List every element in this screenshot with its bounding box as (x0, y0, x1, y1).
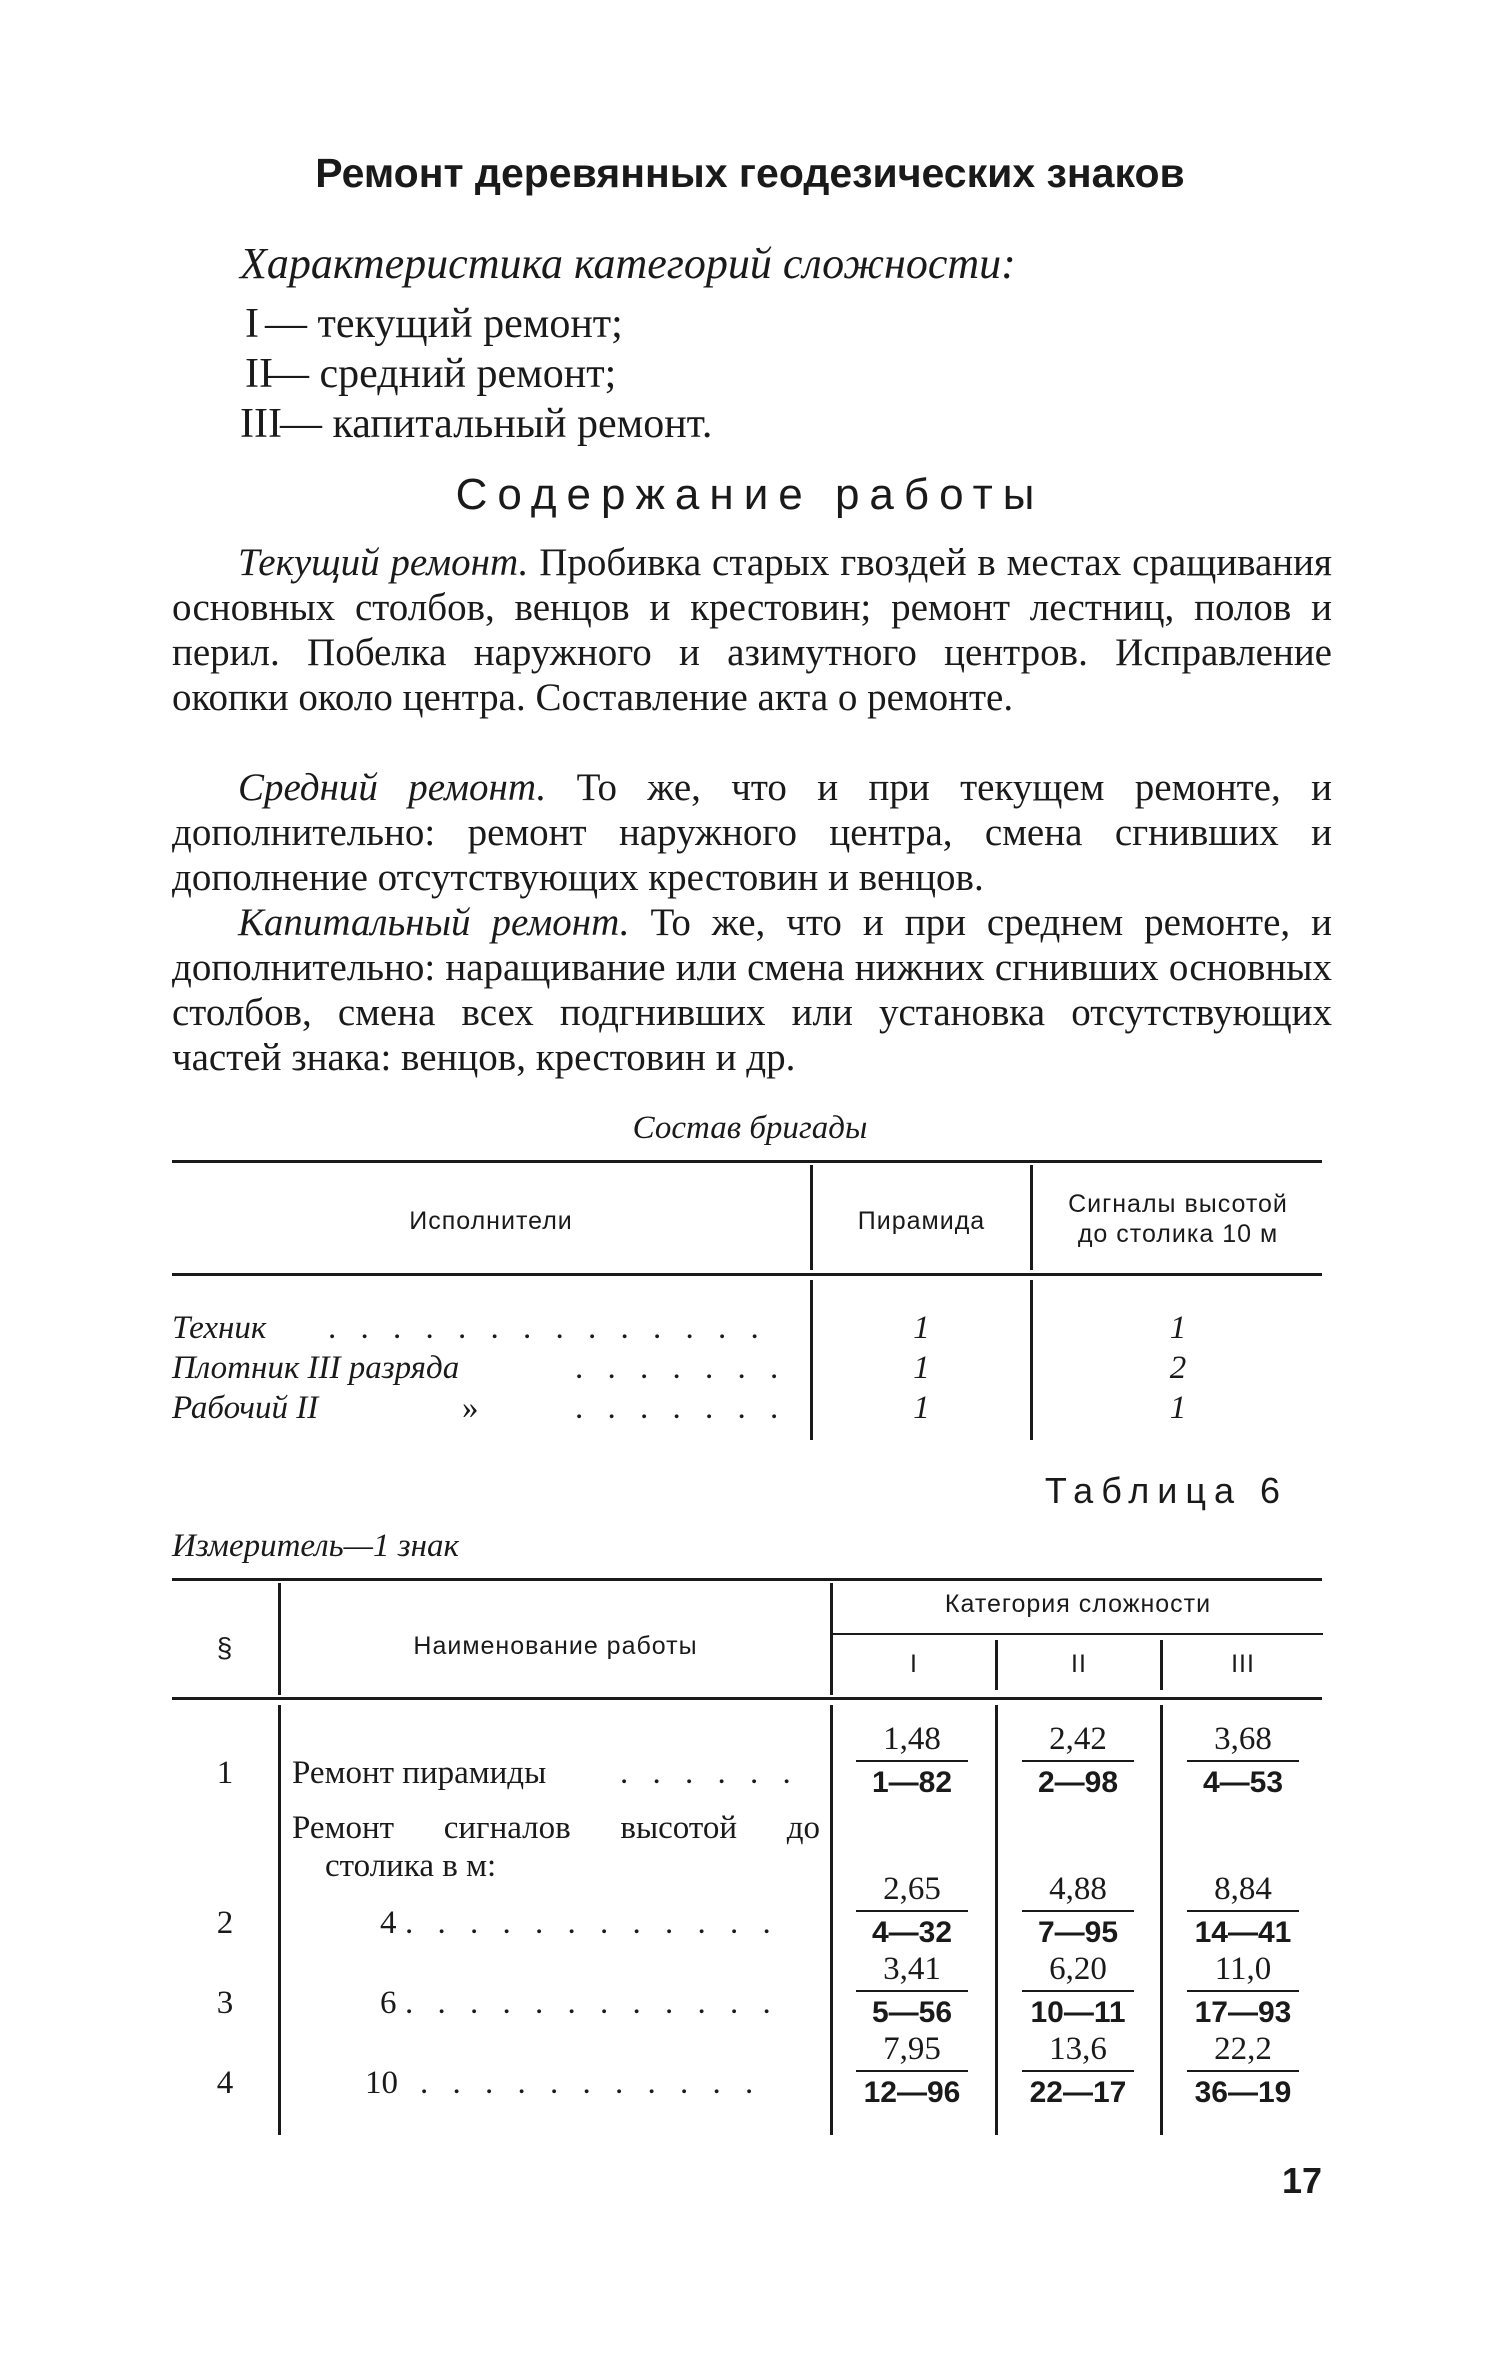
paragraph-text: Пробивка старых гвоздей в местах сращивания основных столбов, венцов и крестовин; ремонт лестниц, полов и перил. Побелка наружного и азимутного центров. Исправление окопки около центра. Составление акта о ремонте. (172, 541, 1332, 719)
leader-dots: . . . . . . . . . . . . (405, 1905, 779, 1941)
table6-header-name: Наименование работы (413, 1632, 698, 1660)
paragraph-lead: Средний ремонт. (238, 766, 547, 809)
table6-value: 3,41 5—56 (852, 1950, 972, 2032)
table6-value: 11,0 17—93 (1183, 1950, 1303, 2032)
crew-header-pyramid: Пирамида (857, 1207, 986, 1235)
table6-value: 8,84 14—41 (1183, 1870, 1303, 1952)
category-roman: II (245, 351, 273, 397)
crew-row-name: Рабочий II (172, 1390, 319, 1426)
table6-row-num: 3 (216, 1985, 234, 2021)
table6-row-num: 4 (216, 2065, 234, 2101)
category-text: — капитальный ремонт. (280, 401, 713, 447)
paragraph-lead: Капитальный ремонт. (238, 901, 630, 944)
crew-cell-pyramid: 1 (913, 1310, 930, 1346)
category-item (245, 300, 623, 348)
table6-header-cat-1: I (910, 1650, 918, 1678)
crew-cell-signals: 2 (1169, 1350, 1187, 1386)
category-text: — текущий ремонт; (265, 301, 623, 347)
paragraph-text: То же, что и при среднем ремонте, и дополнительно: наращивание или смена нижних сгнивших основных столбов, смена всех подгнивших или установка отсутствующих частей знака: венцов, крестовин и др. (172, 901, 1332, 1079)
category-roman: III (240, 401, 282, 447)
page-number: 17 (1281, 2160, 1322, 2201)
crew-cell-signals: 1 (1169, 1310, 1187, 1346)
crew-row-name: Техник (172, 1310, 267, 1346)
leader-dots: . . . . . . . (575, 1390, 787, 1426)
crew-row-name: Плотник III разряда (172, 1350, 460, 1386)
page-title: Ремонт деревянных геодезических знаков (315, 150, 1185, 196)
table6-header-rule (172, 1697, 1322, 1700)
table6-section-label-2: столика в м: (325, 1848, 497, 1884)
table6-header-cat-2: II (1071, 1650, 1087, 1678)
paragraph-current-repair (172, 540, 1332, 720)
leader-dots: . . . . . . . . . . . . . . (328, 1310, 767, 1346)
crew-header-signals-2: до столика 10 м (1077, 1220, 1279, 1248)
table6-section-label: Ремонт сигналов высотой до (292, 1810, 820, 1846)
table6-top-rule (172, 1578, 1322, 1581)
table-measure: Измеритель—1 знак (172, 1528, 459, 1564)
table6-col-divider (1160, 1705, 1163, 2135)
table6-value: 6,20 10—11 (1018, 1950, 1138, 2032)
table6-col-divider (830, 1705, 833, 2135)
leader-dots: . . . . . . (620, 1755, 799, 1791)
leader-dots: . . . . . . . (575, 1350, 787, 1386)
table6-row-name: 10 (365, 2065, 398, 2101)
table6-row-name: 6 (380, 1985, 397, 2021)
crew-caption: Состав бригады (632, 1110, 868, 1146)
crew-cell-pyramid: 1 (913, 1390, 930, 1426)
table6-value: 7,95 12—96 (852, 2030, 972, 2112)
table6-value: 4,88 7—95 (1018, 1870, 1138, 1952)
categories-heading: Характеристика категорий сложности: (240, 239, 1016, 288)
crew-header-signals-1: Сигналы высотой (1068, 1190, 1288, 1218)
category-item (240, 400, 712, 448)
table-label: Таблица 6 (1044, 1470, 1288, 1511)
paragraph-text: То же, что и при текущем ремонте, и дополнительно: ремонт наружного центра, смена сгнивших и дополнение отсутствующих крестовин и венцов. (172, 766, 1332, 899)
category-item (245, 350, 616, 398)
table6-row-name: 4 (380, 1905, 397, 1941)
table6-row-num: 1 (216, 1755, 234, 1791)
table6-row-name: Ремонт пирамиды (292, 1755, 547, 1791)
content-heading: Содержание работы (455, 470, 1045, 519)
table6-header-cat-3: III (1231, 1650, 1255, 1678)
leader-dots: . . . . . . . . . . . (420, 2065, 762, 2101)
table6-subheader-rule (833, 1633, 1323, 1635)
table6-value: 2,65 4—32 (852, 1870, 972, 1952)
table6-col-divider (278, 1705, 281, 2135)
crew-table-top-rule (172, 1160, 1322, 1163)
table6-col-divider (995, 1705, 998, 2135)
paragraph-capital-repair (172, 900, 1332, 1080)
table6-value: 3,68 4—53 (1183, 1720, 1303, 1802)
table6-header-category: Категория сложности (944, 1590, 1212, 1618)
paragraph-lead: Текущий ремонт. (238, 541, 529, 584)
leader-dots: . . . . . . . . . . . . (405, 1985, 779, 2021)
crew-header-performers: Исполнители (409, 1207, 573, 1235)
table6-value: 2,42 2—98 (1018, 1720, 1138, 1802)
table6-value: 1,48 1—82 (852, 1720, 972, 1802)
category-roman: I (245, 301, 259, 347)
paragraph-medium-repair (172, 765, 1332, 900)
category-text: — средний ремонт; (267, 351, 617, 397)
ditto-mark: » (462, 1390, 479, 1426)
table6-value: 22,2 36—19 (1183, 2030, 1303, 2112)
crew-cell-pyramid: 1 (913, 1350, 930, 1386)
table6-value: 13,6 22—17 (1018, 2030, 1138, 2112)
crew-table-header-rule (172, 1273, 1322, 1276)
table6-header-num: § (216, 1632, 234, 1663)
table6-row-num: 2 (216, 1905, 234, 1941)
crew-cell-signals: 1 (1169, 1390, 1187, 1426)
